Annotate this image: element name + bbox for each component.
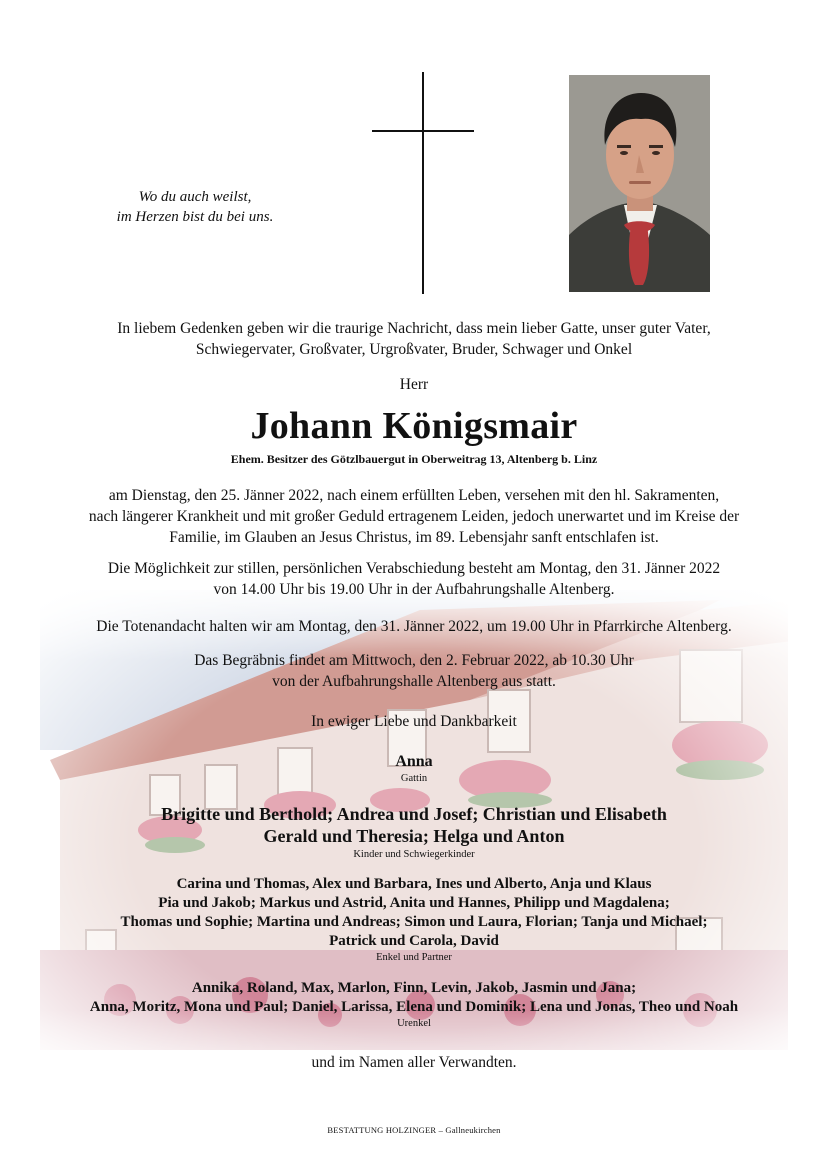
intro-line-2: Schwiegervater, Großvater, Urgroßvater, Bruder, Schwager und Onkel <box>195 341 633 358</box>
motto-line-2: im Herzen bist du bei uns. <box>116 209 274 225</box>
farewell-line-2: von 14.00 Uhr bis 19.00 Uhr in der Aufbahrungshalle Altenberg. <box>213 581 615 598</box>
deceased-subtitle: Ehem. Besitzer des Götzlbauergut in Oberweitrag 13, Altenberg b. Linz <box>230 452 598 466</box>
motto <box>60 187 330 227</box>
great-grandchildren-line-1: Annika, Roland, Max, Marlon, Finn, Levin, Jakob, Jasmin und Jana; <box>191 980 637 996</box>
relatives-line: und im Namen aller Verwandten. <box>311 1054 517 1071</box>
great-grandchildren-line-2: Anna, Moritz, Mona und Paul; Daniel, Larissa, Elena und Dominik; Lena und Jonas, Theo und Noah <box>89 999 739 1015</box>
grandchildren-line-2: Pia und Jakob; Markus und Astrid, Anita und Hannes, Philipp und Magdalena; <box>158 895 670 911</box>
portrait-photo <box>569 75 710 292</box>
funeral-line-2: von der Aufbahrungshalle Altenberg aus statt. <box>272 673 556 690</box>
great-grandchildren-relation: Urenkel <box>397 1018 431 1029</box>
intro-line-1: In liebem Gedenken geben wir die traurige Nachricht, dass mein lieber Gatte, unser guter Vater, <box>117 320 711 337</box>
death-notice-paragraph <box>40 485 788 548</box>
funeral-line-1: Das Begräbnis findet am Mittwoch, den 2. Februar 2022, ab 10.30 Uhr <box>194 652 634 669</box>
intro-paragraph <box>40 318 788 360</box>
deceased-name: Johann Königsmair <box>250 405 578 447</box>
death-notice-line-3: Familie, im Glauben an Jesus Christus, im 89. Lebensjahr sanft entschlafen ist. <box>169 529 659 546</box>
death-notice-line-2: nach längerer Krankheit und mit großer Geduld ertragenem Leiden, jedoch unerwartet und im Kreise der <box>88 508 740 525</box>
spouse-relation: Gattin <box>400 773 428 784</box>
children-line-1: Brigitte und Berthold; Andrea und Josef; Christian und Elisabeth <box>161 804 667 824</box>
grandchildren-line-1: Carina und Thomas, Alex und Barbara, Ines und Alberto, Anja und Klaus <box>176 876 652 892</box>
motto-line-1: Wo du auch weilst, <box>138 189 252 205</box>
vigil-paragraph <box>20 616 808 637</box>
funeral-paragraph <box>40 650 788 692</box>
grandchildren-line-3: Thomas und Sophie; Martina und Andreas; Simon und Laura, Florian; Tanja und Michael; <box>120 914 708 930</box>
farewell-paragraph <box>40 558 788 600</box>
farewell-line-1: Die Möglichkeit zur stillen, persönlichen Verabschiedung besteht am Montag, den 31. Jänner 2022 <box>107 560 721 577</box>
death-notice-line-1: am Dienstag, den 25. Jänner 2022, nach einem erfüllten Leben, versehen mit den hl. Sakramenten, <box>108 487 720 504</box>
grandchildren-relation: Enkel und Partner <box>376 952 452 963</box>
cross-icon <box>372 72 474 294</box>
footer-funeral-home: BESTATTUNG HOLZINGER – Gallneukirchen <box>327 1125 501 1135</box>
closing-love-line: In ewiger Liebe und Dankbarkeit <box>311 713 517 730</box>
children-relation: Kinder und Schwiegerkinder <box>353 849 475 860</box>
deceased-title: Herr <box>399 376 429 393</box>
children-line-2: Gerald und Theresia; Helga und Anton <box>263 826 565 846</box>
spouse-names: Anna <box>395 753 433 770</box>
vigil-line-1: Die Totenandacht halten wir am Montag, den 31. Jänner 2022, um 19.00 Uhr in Pfarrkirche Altenberg. <box>96 618 732 635</box>
grandchildren-line-4: Patrick und Carola, David <box>329 933 499 949</box>
